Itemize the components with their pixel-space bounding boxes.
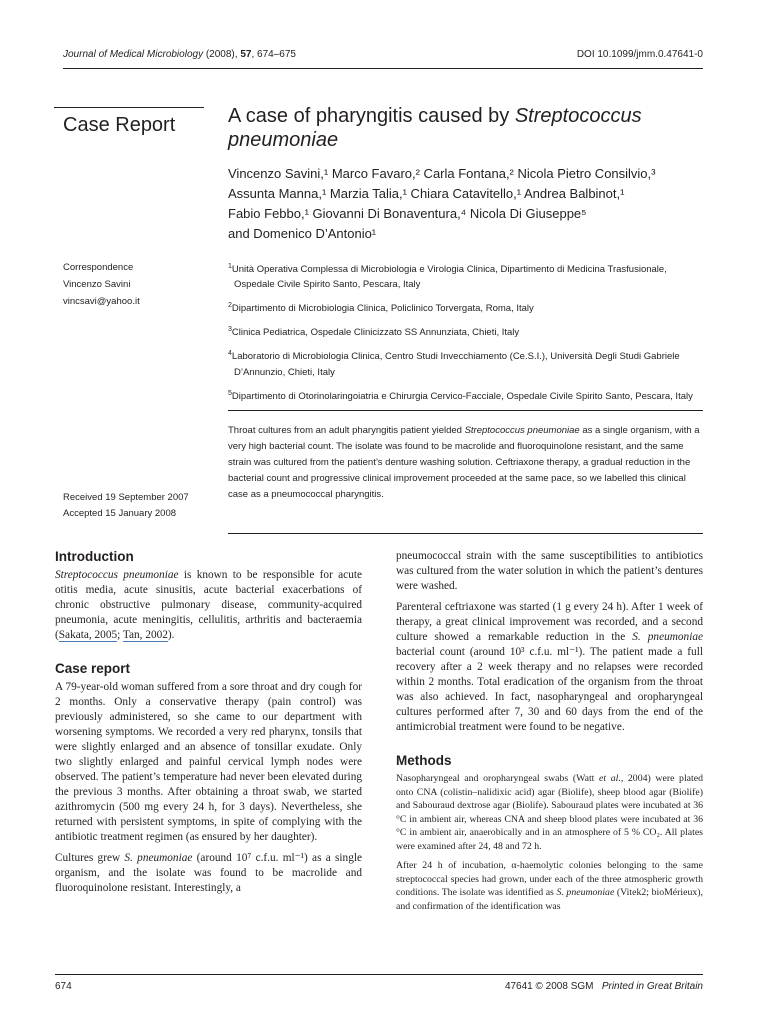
treatment-text: bacterial count (around 10³ c.f.u. ml⁻¹). The patient made a full recovery after a 2 week therapy and no relapses were recorded within 2 months. Total eradication of the organism from the throat was also achieved. In fact, nasopharyngeal and oropharyngeal cultures performed after 7, 30 and 60 days from the end of the antimicrobial treatment were found to be negative.	[396, 646, 703, 733]
introduction-heading: Introduction	[55, 549, 134, 564]
body-column-left	[55, 549, 362, 902]
affiliation-text: Laboratorio di Microbiologia Clinica, Centro Studi Invecchiamento (Ce.S.I.), Università Degli Studi Gabriele D’Annunzio, Chieti, Italy	[231, 351, 680, 378]
author-line: Assunta Manna,¹ Marzia Talia,¹ Chiara Catavitello,¹ Andrea Balbinot,¹	[228, 186, 625, 201]
received-date: Received 19 September 2007	[63, 492, 189, 503]
correspondence-heading: Correspondence	[63, 262, 134, 273]
affiliation-item	[228, 386, 708, 404]
footer-printed: Printed in Great Britain	[601, 981, 703, 992]
introduction-paragraph	[55, 568, 362, 643]
ref-separator: ;	[117, 629, 123, 641]
journal-name: Journal of Medical Microbiology	[63, 49, 204, 60]
journal-citation	[63, 49, 296, 60]
author-list	[228, 164, 708, 244]
methods-text: Nasopharyngeal and oropharyngeal swabs (Watt	[396, 773, 600, 784]
footer-code: 47641 © 2008 SGM	[504, 981, 594, 992]
abstract-text: as a single organism, with a very high bacterial count. The isolate was found to be macrolide and fluoroquinolone resistant, and the same strain was cultured from the patient’s denture washing solution. Ceftriaxone therapy, a gradual reduction in the bacterial count and progressive clinical improvement proceeded at the same pace, so we labelled this clinical case as a pneumococcal pharyngitis.	[228, 425, 700, 500]
correspondence-email[interactable]: vincsavi@yahoo.it	[63, 296, 140, 307]
body-column-right	[396, 549, 703, 919]
journal-year: (2008),	[203, 49, 241, 60]
case-organism: S. pneumoniae	[124, 852, 193, 864]
intro-end: ).	[167, 629, 175, 641]
journal-volume: 57	[240, 49, 252, 60]
footer-divider	[55, 974, 703, 975]
doi[interactable]: DOI 10.1099/jmm.0.47641-0	[576, 49, 703, 60]
reference-link-sakata[interactable]: Sakata, 2005	[58, 629, 118, 641]
affiliations	[228, 259, 708, 410]
abstract-text: Throat cultures from an adult pharyngitis patient yielded	[228, 425, 465, 436]
correspondence-block	[63, 259, 213, 310]
accepted-date: Accepted 15 January 2008	[63, 508, 177, 519]
affiliation-item	[228, 259, 708, 292]
abstract	[228, 423, 705, 503]
intro-organism: Streptococcus pneumoniae	[55, 569, 179, 581]
affiliation-text: Unità Operativa Complessa di Microbiologia e Virologia Clinica, Dipartimento di Medicina Trasfusionale, Ospedale Civile Spirito Santo, Pescara, Italy	[231, 264, 667, 291]
methods-heading: Methods	[396, 753, 452, 768]
treatment-paragraph	[396, 600, 703, 735]
author-line: and Domenico D’Antonio¹	[228, 226, 377, 241]
abstract-organism: Streptococcus pneumoniae	[464, 425, 580, 436]
affiliation-item	[228, 346, 708, 379]
header-divider	[63, 68, 703, 69]
title-italic: Streptococcus pneumoniae	[228, 105, 642, 151]
affiliation-num: 4	[228, 350, 232, 358]
journal-pages: , 674–675	[251, 49, 296, 60]
treatment-text: Parenteral ceftriaxone was started (1 g every 24 h). After 1 week of therapy, a great clinical improvement was recorded, and a second culture showed a remarkable reduction in the	[396, 601, 703, 643]
case-text: Cultures grew	[55, 852, 125, 864]
intro-text: is known to be responsible for acute otitis media, acute sinusitis, acute bacterial exacerbations of chronic obstructive pulmonary disease, community-acquired pneumonia, acute meningitis, cellulitis, arthritis and bacteraemia (	[55, 569, 362, 641]
affiliation-num: 3	[228, 326, 232, 334]
page-number: 674	[55, 981, 72, 992]
case-report-rule	[54, 107, 204, 108]
methods-organism: S. pneumoniae	[556, 887, 615, 898]
affiliation-text: Dipartimento di Otorinolaringoiatria e Chirurgia Cervico-Facciale, Ospedale Civile Spirito Santo, Pescara, Italy	[231, 390, 693, 402]
case-report-heading: Case report	[55, 661, 131, 676]
reference-link-tan[interactable]: Tan, 2002	[122, 629, 168, 641]
affiliation-num: 1	[228, 263, 232, 270]
methods-text: , 2004) were plated onto CNA (colistin–nalidixic acid) agar (Biolife), sheep blood agar (Biolife) and Sabouraud dextrose agar (Biolife). Sabouraud plates were incubated at 36 °C in ambient air, whereas CNA and sheep blood plates were incubated at 36 °C in ambient air, anaerobically and in an atmosphere of 5 % CO₂. All plates were examined after 24, 48 and 72 h.	[396, 773, 703, 852]
abstract-divider	[228, 533, 703, 534]
case-continued-paragraph: pneumococcal strain with the same susceptibilities to antibiotics was cultured from the water solution in which the patient’s dentures were washed.	[396, 550, 703, 592]
methods-paragraph	[396, 772, 703, 853]
article-type: Case Report	[63, 114, 176, 136]
affiliation-divider	[228, 410, 703, 411]
treatment-organism: S. pneumoniae	[632, 631, 703, 643]
article-dates	[63, 490, 189, 522]
affiliation-text: Dipartimento di Microbiologia Clinica, Policlinico Torvergata, Roma, Italy	[231, 303, 534, 315]
affiliation-item	[228, 322, 708, 340]
correspondence-name: Vincenzo Savini	[63, 279, 131, 290]
methods-paragraph-2	[396, 859, 703, 913]
article-title	[228, 104, 708, 152]
case-report-paragraph-2	[55, 851, 362, 896]
author-line: Fabio Febbo,¹ Giovanni Di Bonaventura,⁴ Nicola Di Giuseppe⁵	[228, 206, 587, 221]
case-text: (around 10⁷ c.f.u. ml⁻¹) as a single organism, and the isolate was found to be macrolide and fluoroquinolone resistant. Interestingly, a	[55, 852, 363, 894]
affiliation-text: Clinica Pediatrica, Ospedale Clinicizzato SS Annunziata, Chieti, Italy	[231, 327, 520, 339]
methods-text: After 24 h of incubation, α-haemolytic colonies belonging to the same streptococcal species had grown, under each of the three atmospheric growth conditions. The isolate was identified as	[396, 860, 703, 898]
methods-text: (Vitek2; bioMérieux), and confirmation of the identification was	[396, 887, 703, 912]
methods-etal: et al.	[599, 773, 621, 784]
affiliation-num: 5	[228, 389, 232, 397]
affiliation-num: 2	[228, 302, 232, 310]
case-report-paragraph: A 79-year-old woman suffered from a sore throat and dry cough for 2 months. Only a conservative therapy (pain control) was previously administered, so she came to our department with worsening symptoms. We recorded a very red pharynx, tonsils that were slightly enlarged and an absence of tonsillar exudate. Only two slightly enlarged and painful cervical lymph nodes were observed. The patient’s temperature had never been elevated during the previous 3 months. After obtaining a throat swab, we started azithromycin (500 mg every 24 h, for 3 days). Nevertheless, she returned with persistent symptoms, in spite of complying with the antibiotic treatment regimen (as ensured by her daughter).	[55, 681, 362, 843]
author-line: Vincenzo Savini,¹ Marco Favaro,² Carla Fontana,² Nicola Pietro Consilvio,³	[228, 166, 656, 181]
footer-copyright	[505, 981, 703, 992]
title-plain: A case of pharyngitis caused by	[228, 105, 515, 127]
affiliation-item	[228, 298, 708, 316]
